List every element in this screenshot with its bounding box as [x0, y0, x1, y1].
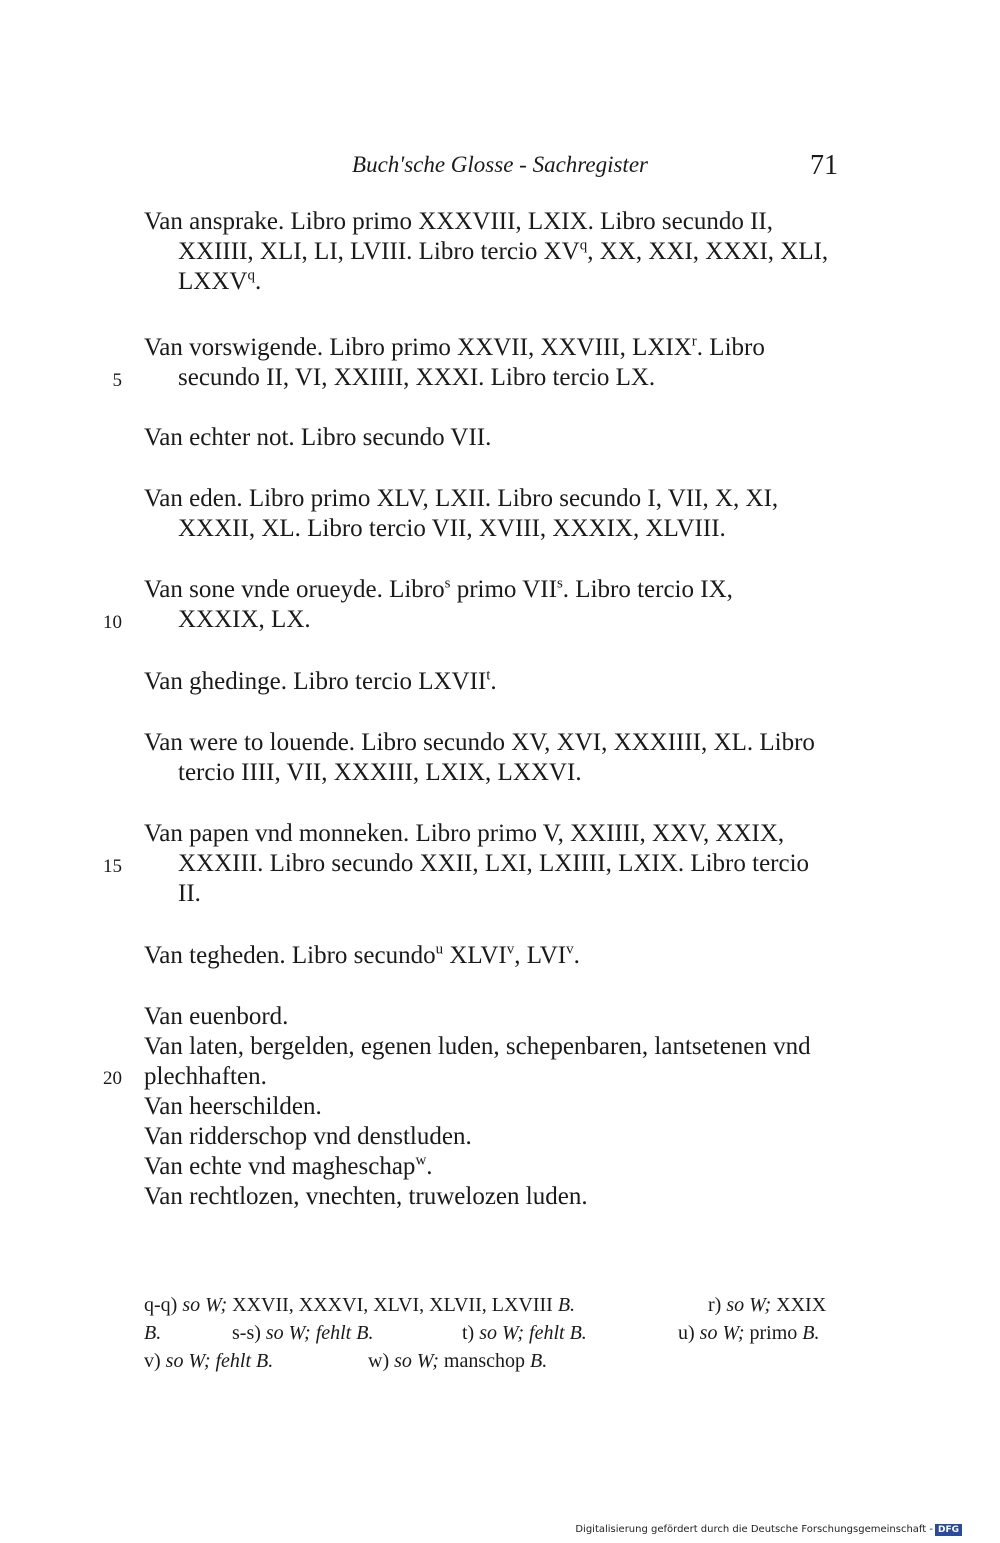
entry-line: Van ridderschop vnd denstluden. [144, 1123, 472, 1150]
entry-line: XXXII, XL. Libro tercio VII, XVIII, XXXIX, XLVIII. [178, 515, 726, 542]
digitization-credit: Digitalisierung gefördert durch die Deutsche Forschungsgemeinschaft - DFG [575, 1524, 962, 1536]
entry-line: secundo II, VI, XXIIII, XXXI. Libro tercio LX. [178, 364, 656, 391]
entry-line: II. [178, 880, 201, 907]
footnote-w: w) so W; manschop B. [368, 1350, 548, 1372]
entry-line: Van were to louende. Libro secundo XV, XVI, XXXIIII, XL. Libro [144, 729, 815, 756]
entry-line: Van echte vnd magheschap$^w$. [144, 1152, 433, 1180]
register-entry [144, 333, 850, 393]
register-entry [144, 575, 850, 635]
register-entry [144, 819, 850, 909]
page-number: 71 [810, 150, 838, 181]
register-entry [144, 207, 850, 297]
line-number: 10 [103, 612, 122, 633]
entry-line: Van papen vnd monneken. Libro primo V, XXIIII, XXV, XXIX, [144, 820, 785, 847]
dfg-logo: DFG [935, 1524, 962, 1536]
footnote-qq: q-q) so W; XXVII, XXXVI, XLVI, XLVII, LXVIII B. [144, 1294, 576, 1316]
entry-line: Van rechtlozen, vnechten, truwelozen luden. [144, 1183, 588, 1210]
entry-line: XXXIII. Libro secundo XXII, LXI, LXIIII, LXIX. Libro tercio [178, 850, 810, 877]
line-number: 20 [103, 1068, 122, 1089]
footnote-r: r) so W; XXIX [708, 1294, 827, 1316]
entry-line: plechhaften. [144, 1063, 267, 1090]
register-entry: Van echter not. Libro secundo VII. [144, 424, 492, 451]
running-header: Buch'sche Glosse - Sachregister [352, 152, 648, 177]
footnote-t: t) so W; fehlt B. [462, 1322, 587, 1344]
register-entry-group [144, 1002, 850, 1212]
entry-line: Van heerschilden. [144, 1093, 322, 1120]
register-entry [144, 484, 850, 544]
entry-line: Van laten, bergelden, egenen luden, schepenbaren, lantsetenen vnd [144, 1033, 811, 1060]
line-number: 15 [103, 856, 122, 877]
register-entry: Van ghedinge. Libro tercio LXVII$^t$. [144, 667, 497, 695]
entry-line: tercio IIII, VII, XXXIII, LXIX, LXXVI. [178, 759, 582, 786]
entry-line: Van ansprake. Libro primo XXXVIII, LXIX. Libro secundo II, [144, 208, 773, 235]
entry-line: Van euenbord. [144, 1003, 289, 1030]
footnote-ss: s-s) so W; fehlt B. [232, 1322, 374, 1344]
entry-line: Van sone vnde orueyde. Libro$^s$ primo VII$^s$. Libro tercio IX, [144, 575, 733, 603]
footnote-u: u) so W; primo B. [678, 1322, 820, 1344]
entry-line: LXXV$^q$. [178, 267, 262, 295]
entry-line: Van eden. Libro primo XLV, LXII. Libro secundo I, VII, X, XI, [144, 485, 779, 512]
register-entry: Van tegheden. Libro secundo$^u$ XLVI$^v$, LVI$^v$. [144, 941, 580, 969]
entry-line: Van vorswigende. Libro primo XXVII, XXVIII, LXIX$^r$. Libro [144, 333, 765, 361]
line-number: 5 [112, 370, 122, 391]
entry-line: XXXIX, LX. [178, 606, 311, 633]
register-entry [144, 728, 850, 788]
footnote-v: v) so W; fehlt B. [144, 1350, 274, 1372]
footnote-r-cont: B. [144, 1322, 162, 1344]
entry-line: XXIIII, XLI, LI, LVIII. Libro tercio $XV^q$, XX, XXI, XXXI, XLI, [178, 237, 829, 265]
